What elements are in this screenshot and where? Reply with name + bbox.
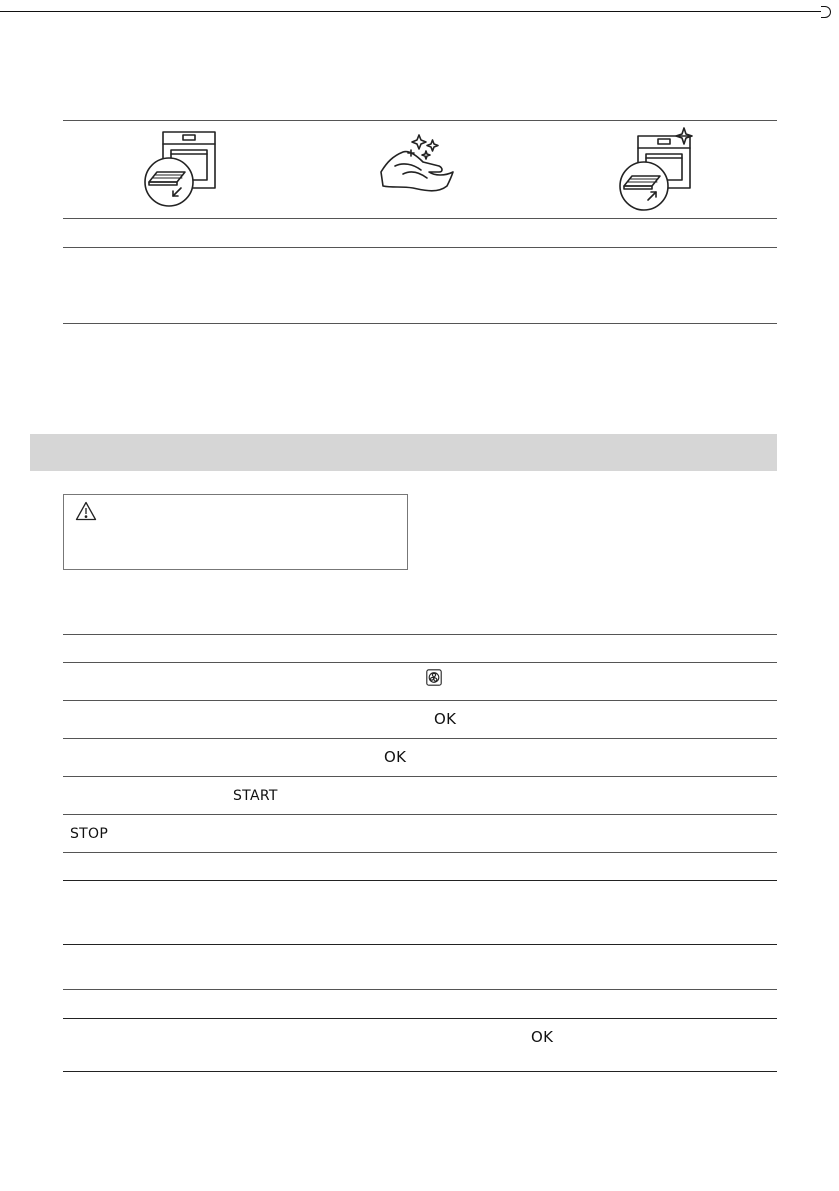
page-trim-line [0, 11, 821, 12]
table-rule-top [63, 120, 777, 121]
table-rule-thick [63, 1018, 777, 1019]
table-rule [63, 247, 777, 248]
table-rule-bottom [63, 323, 777, 324]
start-label: START [233, 788, 278, 804]
table-rule [63, 989, 777, 990]
table-rule [63, 776, 777, 777]
table-rule [63, 218, 777, 219]
hand-wipe-clean-icon [373, 126, 463, 212]
table-rule [63, 700, 777, 701]
table-rule-thick [63, 880, 777, 881]
table-rule-thick [63, 944, 777, 945]
fan-key-icon [426, 669, 442, 686]
table-rule [63, 814, 777, 815]
ok-label: OK [531, 1028, 554, 1046]
warning-triangle-icon [75, 501, 97, 521]
table-rule-bottom [63, 1071, 777, 1072]
page-trim-mark [821, 6, 831, 18]
oven-tray-insert-clean-icon [610, 126, 700, 212]
table-rule [63, 634, 777, 635]
stop-label: STOP [70, 826, 109, 842]
oven-tray-remove-icon [135, 126, 225, 212]
warning-box [63, 494, 408, 570]
table-rule [63, 738, 777, 739]
table-rule [63, 852, 777, 853]
ok-label: OK [384, 748, 407, 766]
ok-label: OK [434, 710, 457, 728]
table-rule [63, 662, 777, 663]
section-heading-band [30, 434, 777, 471]
